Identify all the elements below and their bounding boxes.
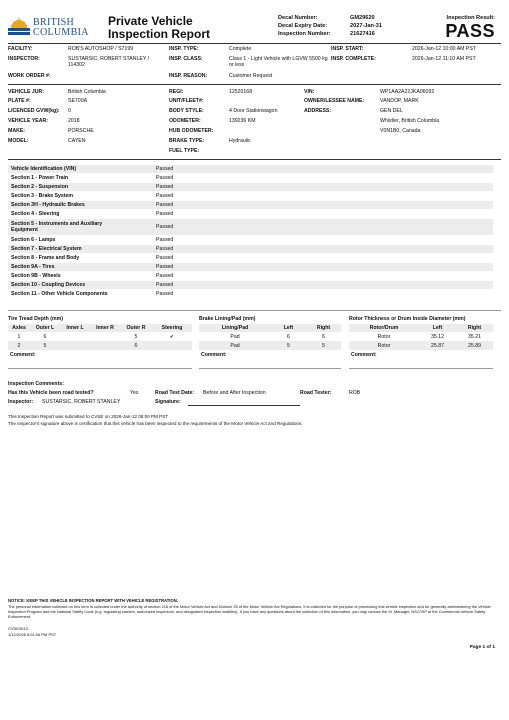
report-title-line1: Private Vehicle [108, 14, 193, 28]
list-item: Section 11 - Other Vehicle Components Passed [11, 291, 174, 297]
decal-expiry-label: Decal Expiry Date: [278, 23, 328, 29]
insp-reason-label: INSP. REASON: [169, 73, 208, 79]
odometer-value: 139236 KM [229, 118, 256, 124]
decal-number-label: Decal Number: [278, 15, 318, 21]
vehicle-jur-value: British Columbia [68, 89, 106, 95]
gvw-value: 0 [68, 108, 71, 114]
facility-value: ROB'S AUTOSHOP / S7199 [68, 46, 134, 52]
plate-value: SE700A [68, 98, 88, 104]
insp-reason-value: Customer Request [229, 73, 273, 79]
address-line-1: GEN DEL [380, 108, 403, 114]
brake-comment-label: Comment: [201, 351, 227, 358]
vehicle-year-label: VEHICLE YEAR: [8, 118, 48, 124]
list-item: Section 8 - Frame and Body Passed [11, 255, 174, 261]
brake-table-title: Brake Lining/Pad (mm) [199, 316, 256, 322]
list-item: Section 7 - Electrical System Passed [8, 245, 493, 253]
footer-form-code: CVSE0013 [8, 626, 28, 631]
brake-type-label: BRAKE TYPE: [169, 138, 205, 144]
list-item: Section 9A - Tires Passed [8, 263, 493, 271]
steering-check-icon: ✔ [169, 333, 175, 340]
address-label: ADDRESS: [304, 108, 332, 114]
bc-logo [8, 14, 100, 40]
address-line-3: V0N1B0, Canada [380, 128, 421, 134]
page-number: Page 1 of 1 [469, 645, 495, 650]
unit-fleet-label: UNIT/FLEET#: [169, 98, 204, 104]
plate-label: PLATE #: [8, 98, 31, 104]
vehicle-year-value: 2018 [68, 118, 80, 124]
facility-label: FACILITY: [8, 46, 33, 52]
work-order-label: WORK ORDER #: [8, 73, 51, 79]
insp-complete-value: 2026-Jan-12 11:10 AM PST [412, 56, 476, 62]
inspection-number-value: 21627416 [350, 31, 375, 37]
insp-start-value: 2026-Jan-12 10:00 AM PST [412, 46, 477, 52]
model-label: MODEL: [8, 138, 29, 144]
inspector-label: INSPECTOR: [8, 56, 40, 62]
road-test-date-label: Road Test Date: [155, 390, 195, 396]
tire-table: Axles Outer L Inner L Inner R Outer R Steering 1 6 5 ✔ 2 5 6 Comment: [8, 324, 192, 359]
decal-number-value: GM29620 [350, 15, 375, 21]
inspector-value: SUSTARSIC, ROBERT STANLEY / 114302 [68, 56, 150, 69]
fuel-type-label: FUEL TYPE: [169, 148, 200, 154]
list-item: Section 4 - Steering Passed [11, 211, 174, 217]
insp-class-label: INSP. CLASS: [169, 56, 203, 62]
inspection-number-label: Inspection Number: [278, 31, 331, 37]
road-test-question: Has this Vehicle been road tested? [8, 390, 94, 396]
submission-note: This Inspection Report was submitted to CVSE on 2026-Jan-12 05:00 PM PST [8, 414, 169, 419]
list-item: Section 3H - Hydraulic Brakes Passed [8, 201, 493, 209]
insp-start-label: INSP. START: [331, 46, 364, 52]
list-item: Vehicle Identification (VIN) Passed [8, 165, 493, 173]
insp-type-value: Complete [229, 46, 252, 52]
tire-table-title: Tire Tread Depth (mm) [8, 316, 63, 322]
body-style-label: BODY STYLE: [169, 108, 204, 114]
insp-type-label: INSP. TYPE: [169, 46, 199, 52]
road-test-date-value: Before and After Inspection [203, 390, 266, 396]
list-item: Section 6 - Lamps Passed [11, 237, 174, 243]
table-row: Rotor 25.87 25.89 [349, 341, 493, 350]
table-row: Pad 5 5 [199, 341, 341, 350]
rotor-table: Rotor/Drum Left Right Rotor 35.12 35.21 Rotor 25.87 25.89 Comment: [349, 324, 493, 359]
list-item: Section 2 - Suspension Passed [8, 183, 493, 191]
footer-notice: NOTICE: KEEP THIS VEHICLE INSPECTION REPORT WITH VEHICLE REGISTRATION. [8, 598, 178, 603]
footer-printed: 1/12/2026 5:01:06 PM PST [8, 632, 57, 637]
tire-comment-label: Comment: [10, 351, 36, 358]
signature-line [188, 405, 300, 406]
certification-note: The Inspector's signature above is certification that this vehicle has been inspected to the requirements of the Motor Vehicle Act and Regulations. [8, 421, 303, 426]
inspection-comments-title: Inspection Comments: [8, 381, 64, 387]
road-tester-value: ROB [349, 390, 361, 396]
list-item: Section 3 - Brake System Passed [11, 193, 174, 199]
body-style-value: 4 Door Stationwagon [229, 108, 278, 114]
gvw-label: LICENCED GVW(kg): [8, 108, 60, 114]
road-test-answer: Yes [130, 390, 139, 396]
vehicle-jur-label: VEHICLE JUR: [8, 89, 45, 95]
brake-table: Lining/Pad Left Right Pad 6 6 Pad 5 5 Comment: [199, 324, 341, 359]
regi-value: 12520168 [229, 89, 253, 95]
owner-value: VANDOP, MARK [380, 98, 419, 104]
hub-odometer-label: HUB ODOMETER: [169, 128, 214, 134]
logo-text-1: BRITISH [33, 17, 74, 28]
make-label: MAKE: [8, 128, 26, 134]
rotor-table-title: Rotor Thickness or Drum Inside Diameter (mm) [349, 316, 466, 322]
road-tester-label: Road Tester: [300, 390, 332, 396]
make-value: PORSCHE [68, 128, 94, 134]
bc-sun-icon [8, 14, 30, 38]
address-line-2: Whistler, British Columbia [380, 118, 440, 124]
vin-label: VIN: [304, 89, 315, 95]
insp-complete-label: INSP. COMPLETE: [331, 56, 376, 62]
owner-label: OWNER/LESSEE NAME: [304, 98, 365, 104]
list-item: Section 5 - Instruments and Auxiliary Equipment Passed [8, 219, 493, 235]
list-item: Section 1 - Power Train Passed [11, 175, 174, 181]
insp-class-value: Class 1 - Light Vehicle with LGVW 5500 kg or less [229, 56, 328, 69]
inspection-result-label: Inspection Result: [446, 15, 495, 21]
report-title-line2: Inspection Report [108, 27, 211, 41]
brake-type-value: Hydraulic [229, 138, 251, 144]
rotor-comment-label: Comment: [351, 351, 377, 358]
list-item: Section 9B - Wheels Passed [11, 273, 174, 279]
regi-label: REGI: [169, 89, 184, 95]
table-row: 1 6 5 ✔ [8, 332, 192, 341]
model-value: CAYEN [68, 138, 86, 144]
logo-text-2: COLUMBIA [33, 27, 89, 38]
signature-label: Signature: [155, 399, 181, 405]
vin-value: WP1AA2A22JKA06092 [380, 89, 435, 95]
list-item: Section 10 - Coupling Devices Passed [8, 281, 493, 289]
inspection-result-value: PASS [445, 21, 495, 41]
inspector-sign-label: Inspector: [8, 399, 34, 405]
table-row: Rotor 35.12 35.21 [377, 333, 481, 340]
inspector-sign-value: SUSTARSIC, ROBERT STANLEY [42, 399, 121, 405]
table-row: 2 5 6 [8, 341, 192, 350]
odometer-label: ODOMETER: [169, 118, 201, 124]
decal-expiry-value: 2027-Jan-31 [350, 23, 383, 29]
table-row: Pad 6 6 [230, 333, 325, 340]
footer-privacy: The personal information collected on this form is collected under the authority of section 216 of the Motor Vehicle Act and Division 25 of the Motor Vehicle Act Regulations. It is collected for the purpose of processing this vehicle inspection and for generally administering the Vehicle Inspection Program and the National Safety Code (e.g. regulating carriers, authorized inspectors, and designated inspection facilities). If you have any questions about the collection of this information, you may contact the Sr. Manager, NSC/VIP at the Commercial Vehicle Safety Enforcement. [8, 604, 491, 619]
